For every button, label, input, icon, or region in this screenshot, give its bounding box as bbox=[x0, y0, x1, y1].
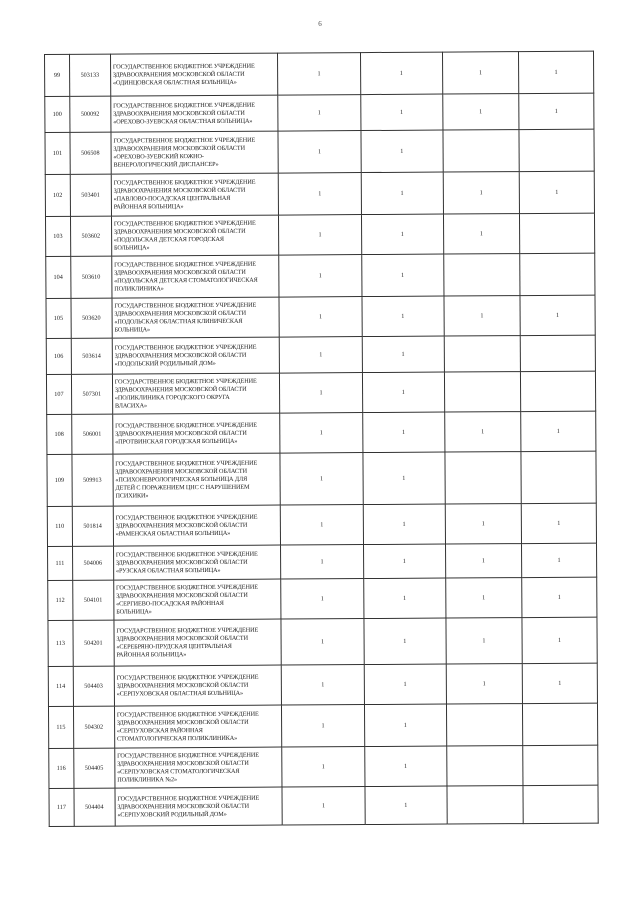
table-row bbox=[47, 503, 596, 546]
mark-cell-1: 1 bbox=[278, 95, 360, 132]
institution-code-cell: 503610 bbox=[70, 256, 111, 298]
institution-name-cell: ГОСУДАРСТВЕННОЕ БЮДЖЕТНОЕ УЧРЕЖДЕНИЕ ЗДРАВООХРАНЕНИЯ МОСКОВСКОЙ ОБЛАСТИ «ОРЕХОВО-ЗУЕВСКИЙ КОЖНО- ВЕНЕРОЛОГИЧЕСКИЙ ДИСПАНСЕР» bbox=[111, 131, 279, 174]
institution-name-cell: ГОСУДАРСТВЕННОЕ БЮДЖЕТНОЕ УЧРЕЖДЕНИЕ ЗДРАВООХРАНЕНИЯ МОСКОВСКОЙ ОБЛАСТИ «РАМЕНСКАЯ ОБЛАСТНАЯ БОЛЬНИЦА» bbox=[113, 505, 281, 546]
mark-cell-1: 1 bbox=[282, 705, 364, 748]
mark-cell-3 bbox=[445, 452, 521, 504]
institution-name-cell: ГОСУДАРСТВЕННОЕ БЮДЖЕТНОЕ УЧРЕЖДЕНИЕ ЗДРАВООХРАНЕНИЯ МОСКОВСКОЙ ОБЛАСТИ «РУЗСКАЯ ОБЛАСТНАЯ БОЛЬНИЦА» bbox=[113, 545, 281, 580]
table-row bbox=[48, 617, 597, 666]
row-number-cell: 112 bbox=[48, 580, 73, 620]
table-row bbox=[46, 253, 595, 298]
mark-cell-4: 1 bbox=[522, 663, 597, 703]
row-number-cell: 101 bbox=[45, 132, 70, 174]
mark-cell-4: 1 bbox=[518, 51, 593, 93]
institution-name-cell: ГОСУДАРСТВЕННОЕ БЮДЖЕТНОЕ УЧРЕЖДЕНИЕ ЗДРАВООХРАНЕНИЯ МОСКОВСКОЙ ОБЛАСТИ «ПАВЛОВО-ПОСАДСКАЯ ЦЕНТРАЛЬНАЯ РАЙОННАЯ БОЛЬНИЦА» bbox=[111, 173, 279, 216]
institution-code-cell: 500092 bbox=[69, 96, 110, 132]
mark-cell-3 bbox=[444, 336, 520, 372]
mark-cell-4: 1 bbox=[519, 171, 594, 213]
mark-cell-1: 1 bbox=[281, 545, 363, 580]
mark-cell-3 bbox=[447, 786, 523, 824]
institution-name-cell: ГОСУДАРСТВЕННОЕ БЮДЖЕТНОЕ УЧРЕЖДЕНИЕ ЗДРАВООХРАНЕНИЯ МОСКОВСКОЙ ОБЛАСТИ «СЕРПУХОВСКИЙ РОДИЛЬНЫЙ ДОМ» bbox=[115, 787, 283, 826]
mark-cell-1: 1 bbox=[278, 131, 360, 174]
institution-code-cell: 504201 bbox=[73, 620, 114, 666]
mark-cell-3 bbox=[444, 254, 520, 296]
mark-cell-4: 1 bbox=[519, 93, 594, 129]
row-number-cell: 107 bbox=[46, 374, 71, 414]
mark-cell-4: 1 bbox=[522, 617, 597, 663]
mark-cell-3: 1 bbox=[444, 296, 520, 336]
mark-cell-2: 1 bbox=[360, 52, 442, 95]
institution-code-cell: 506001 bbox=[71, 414, 112, 454]
mark-cell-1: 1 bbox=[282, 787, 364, 826]
institution-name-cell: ГОСУДАРСТВЕННОЕ БЮДЖЕТНОЕ УЧРЕЖДЕНИЕ ЗДРАВООХРАНЕНИЯ МОСКОВСКОЙ ОБЛАСТИ «СЕРЕБРЯНО-ПРУДСКАЯ ЦЕНТРАЛЬНАЯ РАЙОННАЯ БОЛЬНИЦА» bbox=[114, 619, 282, 666]
institution-name-cell: ГОСУДАРСТВЕННОЕ БЮДЖЕТНОЕ УЧРЕЖДЕНИЕ ЗДРАВООХРАНЕНИЯ МОСКОВСКОЙ ОБЛАСТИ «ОДИНЦОВСКАЯ ОБЛАСТНАЯ БОЛЬНИЦА» bbox=[110, 53, 278, 96]
institution-code-cell: 504403 bbox=[73, 666, 114, 706]
table-row bbox=[48, 577, 597, 620]
table-row bbox=[45, 51, 594, 96]
institution-code-cell: 503401 bbox=[70, 174, 111, 216]
mark-cell-4: 1 bbox=[521, 411, 596, 451]
institution-name-cell: ГОСУДАРСТВЕННОЕ БЮДЖЕТНОЕ УЧРЕЖДЕНИЕ ЗДРАВООХРАНЕНИЯ МОСКОВСКОЙ ОБЛАСТИ «ПРОТВИНСКАЯ ГОРОДСКАЯ БОЛЬНИЦА» bbox=[112, 413, 280, 454]
mark-cell-1: 1 bbox=[278, 53, 360, 96]
mark-cell-1: 1 bbox=[279, 255, 361, 298]
mark-cell-2: 1 bbox=[365, 786, 447, 825]
mark-cell-4 bbox=[523, 745, 598, 785]
row-number-cell: 99 bbox=[45, 54, 70, 96]
table-row bbox=[45, 129, 594, 174]
mark-cell-4 bbox=[520, 371, 595, 411]
mark-cell-2: 1 bbox=[364, 704, 446, 747]
mark-cell-3: 1 bbox=[443, 94, 519, 130]
institution-code-cell: 503614 bbox=[71, 338, 112, 374]
table-row bbox=[45, 93, 594, 132]
institution-name-cell: ГОСУДАРСТВЕННОЕ БЮДЖЕТНОЕ УЧРЕЖДЕНИЕ ЗДРАВООХРАНЕНИЯ МОСКОВСКОЙ ОБЛАСТИ «СЕРГИЕВО-ПОСАДСКАЯ РАЙОННАЯ БОЛЬНИЦА» bbox=[113, 579, 281, 620]
row-number-cell: 110 bbox=[47, 506, 72, 546]
table-row bbox=[45, 171, 594, 216]
institution-name-cell: ГОСУДАРСТВЕННОЕ БЮДЖЕТНОЕ УЧРЕЖДЕНИЕ ЗДРАВООХРАНЕНИЯ МОСКОВСКОЙ ОБЛАСТИ «ПОДОЛЬСКАЯ ОБЛАСТНАЯ КЛИНИЧЕСКАЯ БОЛЬНИЦА» bbox=[112, 297, 280, 338]
mark-cell-3 bbox=[443, 130, 519, 172]
table-row bbox=[48, 703, 597, 748]
mark-cell-2: 1 bbox=[362, 296, 444, 337]
mark-cell-4 bbox=[519, 213, 594, 253]
table-row bbox=[46, 335, 595, 374]
table-row bbox=[47, 451, 596, 506]
mark-cell-2: 1 bbox=[362, 372, 444, 413]
mark-cell-3: 1 bbox=[446, 578, 522, 618]
row-number-cell: 102 bbox=[45, 174, 70, 216]
row-number-cell: 117 bbox=[49, 788, 74, 826]
mark-cell-3: 1 bbox=[446, 664, 522, 704]
mark-cell-4: 1 bbox=[520, 295, 595, 335]
institution-code-cell: 504405 bbox=[73, 748, 114, 788]
mark-cell-1: 1 bbox=[282, 747, 364, 788]
mark-cell-2: 1 bbox=[363, 544, 445, 579]
row-number-cell: 100 bbox=[45, 96, 70, 132]
mark-cell-3: 1 bbox=[443, 214, 519, 254]
mark-cell-2: 1 bbox=[362, 412, 444, 453]
mark-cell-4 bbox=[520, 335, 595, 371]
institution-name-cell: ГОСУДАРСТВЕННОЕ БЮДЖЕТНОЕ УЧРЕЖДЕНИЕ ЗДРАВООХРАНЕНИЯ МОСКОВСКОЙ ОБЛАСТИ «ПСИХОНЕВРОЛОГИЧЕСКАЯ БОЛЬНИЦА ДЛЯ ДЕТЕЙ С ПОРАЖЕНИЕМ ЦНС С НАРУШЕНИЕМ ПСИХИКИ» bbox=[113, 453, 281, 506]
mark-cell-2: 1 bbox=[361, 254, 443, 297]
mark-cell-2: 1 bbox=[361, 214, 443, 255]
mark-cell-3: 1 bbox=[443, 172, 519, 214]
mark-cell-4: 1 bbox=[521, 543, 596, 577]
institution-code-cell: 507301 bbox=[71, 374, 112, 414]
institution-code-cell: 504302 bbox=[73, 706, 114, 748]
mark-cell-2: 1 bbox=[362, 336, 444, 373]
mark-cell-3 bbox=[446, 704, 522, 746]
mark-cell-1: 1 bbox=[280, 453, 363, 506]
institution-code-cell: 504101 bbox=[72, 580, 113, 620]
table-row bbox=[47, 411, 596, 454]
table-row bbox=[46, 295, 595, 338]
table-row bbox=[49, 745, 598, 788]
mark-cell-3 bbox=[447, 746, 523, 786]
institution-code-cell: 503620 bbox=[71, 298, 112, 338]
row-number-cell: 115 bbox=[48, 706, 73, 748]
mark-cell-1: 1 bbox=[281, 505, 363, 546]
mark-cell-1: 1 bbox=[279, 215, 361, 256]
institution-name-cell: ГОСУДАРСТВЕННОЕ БЮДЖЕТНОЕ УЧРЕЖДЕНИЕ ЗДРАВООХРАНЕНИЯ МОСКОВСКОЙ ОБЛАСТИ «ОРЕХОВО-ЗУЕВСКАЯ ОБЛАСТНАЯ БОЛЬНИЦА» bbox=[111, 95, 279, 132]
mark-cell-4 bbox=[521, 451, 596, 503]
row-number-cell: 106 bbox=[46, 338, 71, 374]
institution-name-cell: ГОСУДАРСТВЕННОЕ БЮДЖЕТНОЕ УЧРЕЖДЕНИЕ ЗДРАВООХРАНЕНИЯ МОСКОВСКОЙ ОБЛАСТИ «СЕРПУХОВСКАЯ ОБЛАСТНАЯ БОЛЬНИЦА» bbox=[114, 665, 282, 706]
institution-name-cell: ГОСУДАРСТВЕННОЕ БЮДЖЕТНОЕ УЧРЕЖДЕНИЕ ЗДРАВООХРАНЕНИЯ МОСКОВСКОЙ ОБЛАСТИ «ПОЛИКЛИНИКА ГОРОДСКОГО ОКРУГА ВЛАСИХА» bbox=[112, 373, 280, 414]
mark-cell-4 bbox=[523, 785, 598, 823]
institution-name-cell: ГОСУДАРСТВЕННОЕ БЮДЖЕТНОЕ УЧРЕЖДЕНИЕ ЗДРАВООХРАНЕНИЯ МОСКОВСКОЙ ОБЛАСТИ «ПОДОЛЬСКАЯ ДЕТСКАЯ ГОРОДСКАЯ БОЛЬНИЦА» bbox=[111, 215, 279, 256]
mark-cell-2: 1 bbox=[360, 94, 442, 131]
row-number-cell: 111 bbox=[48, 546, 73, 580]
table-row bbox=[45, 213, 594, 256]
mark-cell-1: 1 bbox=[279, 173, 361, 216]
institution-code-cell: 501814 bbox=[72, 506, 113, 546]
mark-cell-4 bbox=[520, 253, 595, 295]
institution-name-cell: ГОСУДАРСТВЕННОЕ БЮДЖЕТНОЕ УЧРЕЖДЕНИЕ ЗДРАВООХРАНЕНИЯ МОСКОВСКОЙ ОБЛАСТИ «СЕРПУХОВСКАЯ СТОМАТОЛОГИЧЕСКАЯ ПОЛИКЛИНИКА №2» bbox=[115, 747, 283, 788]
mark-cell-4: 1 bbox=[521, 503, 596, 543]
row-number-cell: 103 bbox=[45, 216, 70, 256]
mark-cell-2: 1 bbox=[364, 664, 446, 705]
mark-cell-3: 1 bbox=[445, 412, 521, 452]
mark-cell-3: 1 bbox=[445, 504, 521, 544]
institution-name-cell: ГОСУДАРСТВЕННОЕ БЮДЖЕТНОЕ УЧРЕЖДЕНИЕ ЗДРАВООХРАНЕНИЯ МОСКОВСКОЙ ОБЛАСТИ «СЕРПУХОВСКАЯ РАЙОННАЯ СТОМАТОЛОГИЧЕСКАЯ ПОЛИКЛИНИКА» bbox=[114, 705, 282, 748]
institution-code-cell: 509913 bbox=[72, 454, 113, 506]
row-number-cell: 104 bbox=[46, 256, 71, 298]
mark-cell-2: 1 bbox=[364, 746, 446, 787]
table-row bbox=[49, 785, 598, 826]
mark-cell-2: 1 bbox=[361, 172, 443, 215]
mark-cell-1: 1 bbox=[279, 297, 361, 338]
mark-cell-1: 1 bbox=[280, 373, 362, 414]
mark-cell-2: 1 bbox=[361, 130, 443, 173]
mark-cell-1: 1 bbox=[280, 337, 362, 374]
mark-cell-4: 1 bbox=[522, 577, 597, 617]
institution-name-cell: ГОСУДАРСТВЕННОЕ БЮДЖЕТНОЕ УЧРЕЖДЕНИЕ ЗДРАВООХРАНЕНИЯ МОСКОВСКОЙ ОБЛАСТИ «ПОДОЛЬСКИЙ РОДИЛЬНЫЙ ДОМ» bbox=[112, 337, 280, 374]
row-number-cell: 105 bbox=[46, 298, 71, 338]
row-number-cell: 116 bbox=[49, 748, 74, 788]
row-number-cell: 109 bbox=[47, 454, 72, 506]
institution-code-cell: 506508 bbox=[70, 132, 111, 174]
mark-cell-3: 1 bbox=[442, 52, 518, 94]
page-number: 6 bbox=[318, 20, 322, 28]
mark-cell-1: 1 bbox=[281, 579, 363, 620]
institution-code-cell: 503602 bbox=[70, 216, 111, 256]
institution-code-cell: 503133 bbox=[69, 54, 110, 96]
row-number-cell: 108 bbox=[47, 414, 72, 454]
mark-cell-4 bbox=[519, 129, 594, 171]
institutions-table bbox=[44, 51, 599, 827]
mark-cell-2: 1 bbox=[363, 504, 445, 545]
mark-cell-4 bbox=[522, 703, 597, 745]
table-row bbox=[48, 543, 597, 580]
institutions-table-body bbox=[45, 51, 599, 826]
mark-cell-2: 1 bbox=[363, 452, 446, 505]
mark-cell-2: 1 bbox=[364, 618, 447, 665]
table-row bbox=[46, 371, 595, 414]
row-number-cell: 113 bbox=[48, 620, 73, 666]
mark-cell-1: 1 bbox=[281, 619, 364, 666]
mark-cell-3: 1 bbox=[446, 618, 522, 664]
institution-code-cell: 504404 bbox=[74, 788, 115, 826]
mark-cell-3: 1 bbox=[445, 544, 521, 578]
mark-cell-3 bbox=[444, 372, 520, 412]
row-number-cell: 114 bbox=[48, 666, 73, 706]
mark-cell-1: 1 bbox=[280, 413, 362, 454]
institution-name-cell: ГОСУДАРСТВЕННОЕ БЮДЖЕТНОЕ УЧРЕЖДЕНИЕ ЗДРАВООХРАНЕНИЯ МОСКОВСКОЙ ОБЛАСТИ «ПОДОЛЬСКАЯ ДЕТСКАЯ СТОМАТОЛОГИЧЕСКАЯ ПОЛИКЛИНИКА» bbox=[112, 255, 280, 298]
table-row bbox=[48, 663, 597, 706]
mark-cell-1: 1 bbox=[282, 665, 364, 706]
institution-code-cell: 504006 bbox=[72, 546, 113, 580]
mark-cell-2: 1 bbox=[363, 578, 445, 619]
